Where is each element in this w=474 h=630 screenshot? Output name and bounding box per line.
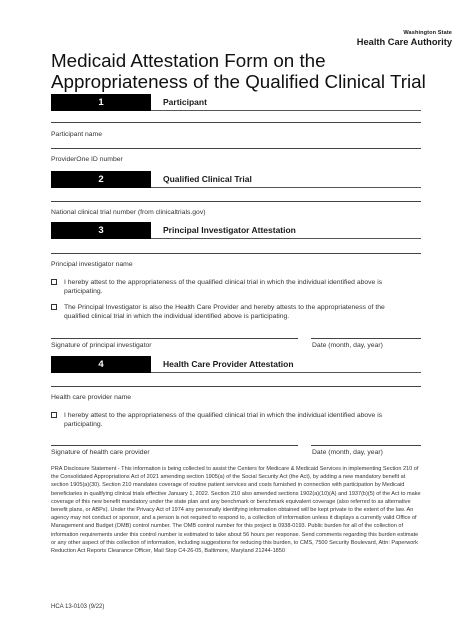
participant-name-field[interactable] <box>51 122 421 123</box>
pi-also-hcp-checkbox[interactable] <box>51 304 57 310</box>
section-3-number: 3 <box>51 222 151 239</box>
pi-date-field[interactable] <box>311 338 421 339</box>
section-2-rule <box>151 187 421 188</box>
nct-number-label: National clinical trial number (from clinicaltrials.gov) <box>51 209 206 216</box>
hcp-attest-checkbox[interactable] <box>51 412 57 418</box>
nct-number-field[interactable] <box>51 201 421 202</box>
pi-signature-label: Signature of principal investigator <box>51 342 152 349</box>
section-4-label: Health Care Provider Attestation <box>163 359 294 369</box>
section-4-rule <box>151 372 421 373</box>
section-2-number: 2 <box>51 171 151 188</box>
section-1-number: 1 <box>51 94 151 111</box>
section-1-label: Participant <box>163 97 207 107</box>
form-number: HCA 13-0103 (9/22) <box>51 604 105 610</box>
section-1-rule <box>151 110 421 111</box>
providerone-id-field[interactable] <box>51 148 421 149</box>
section-2-label: Qualified Clinical Trial <box>163 174 252 184</box>
providerone-id-label: ProviderOne ID number <box>51 156 123 163</box>
hcp-signature-label: Signature of health care provider <box>51 449 150 456</box>
pi-name-field[interactable] <box>51 253 421 254</box>
pi-also-hcp-text: The Principal Investigator is also the Health Care Provider and hereby attests to the appropriateness of the qualified clinical trial in which the individual identified above is participating. <box>64 304 385 320</box>
section-3-header <box>51 222 421 239</box>
hca-logo <box>324 30 452 47</box>
hcp-date-label: Date (month, day, year) <box>312 449 383 456</box>
hcp-name-label: Health care provider name <box>51 394 132 401</box>
section-3-rule <box>151 238 421 239</box>
section-4-number: 4 <box>51 356 151 373</box>
pi-attest-text: I hereby attest to the appropriateness of the qualified clinical trial in which the individual identified above is participating. <box>64 279 383 295</box>
pi-date-label: Date (month, day, year) <box>312 342 383 349</box>
section-3-label: Principal Investigator Attestation <box>163 225 296 235</box>
section-1-header <box>51 94 421 111</box>
pra-disclosure-statement: PRA Disclosure Statement - This information is being collected to assist the Centers for Medicare & Medicaid Services in implementing Section 210 of the Consolidated Appropriations Act of 2021 amending section 1905(a) of the Social Security Act (the Act), by adding a new mandatory benefit at section 1905(a)(30). Section 210 mandates coverage of routine patient services and costs furnished in connection with participation by Medicaid beneficiaries in qualifying clinical trials effective January 1, 2022. Section 210 also amended sections 1902(a)(10)(A) and 1937(b)(5) of the Act to make coverage of this new benefit mandatory under the state plan and any benchmark or benchmark equivalent coverage (also referred to as alternative benefit plans, or ABPs). Under the Privacy Act of 1974 any personally identifying information obtained will be kept private to the extent of the law. An agency may not conduct or sponsor, and a person is not required to respond to, a collection of information unless it displays a currently valid Office of Management and Budget (OMB) control number. The OMB control number for this project is 0938-0193. Public burden for all of the collection of information requirements under this control number is estimated to take about 56 hours per response. Send comments regarding this burden estimate or any other aspect of this collection of information, including suggestions for reducing this burden, to CMS, 7500 Security Boulevard, Attn: Paperwork Reduction Act Reports Clearance Officer, Mail Stop C4-26-05, Baltimore, Maryland 21244-1850 <box>51 466 421 555</box>
hcp-attest-text: I hereby attest to the appropriateness of the qualified clinical trial in which the individual identified above is participating. <box>64 412 383 428</box>
logo-line-2: Health Care Authority <box>356 37 452 47</box>
section-4-header <box>51 356 421 373</box>
participant-name-label: Participant name <box>51 131 103 138</box>
hcp-date-field[interactable] <box>311 445 421 446</box>
logo-line-1: Washington State <box>403 30 452 36</box>
pi-attest-checkbox[interactable] <box>51 279 57 285</box>
hcp-signature-field[interactable] <box>51 445 298 446</box>
hcp-name-field[interactable] <box>51 386 421 387</box>
section-2-header <box>51 171 421 188</box>
pi-signature-field[interactable] <box>51 338 298 339</box>
pi-name-label: Principal investigator name <box>51 261 133 268</box>
form-title: Medicaid Attestation Form on the Appropriateness of the Qualified Clinical Trial <box>51 50 426 92</box>
